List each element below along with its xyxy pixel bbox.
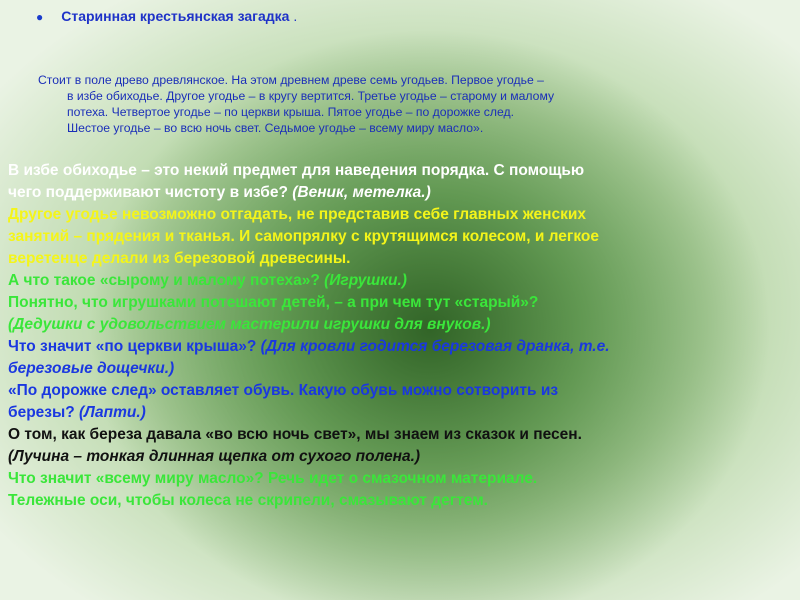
body-line: (Лучина – тонкая длинная щепка от сухого полена.) <box>8 448 421 465</box>
body-line: чего поддерживают чистоту в избе? (Веник, метелка.) <box>8 184 431 201</box>
body-line: березы? (Лапти.) <box>8 404 146 421</box>
riddle-line: Стоит в поле древо древлянское. На этом древнем древе семь угодьев. Первое угодье – <box>38 73 544 87</box>
riddle-line: в избе обиходье. Другое угодье – в кругу вертится. Третье угодье – старому и малому <box>67 89 555 103</box>
riddle-text <box>38 72 758 136</box>
body-line: «По дорожке след» оставляет обувь. Какую обувь можно сотворить из <box>8 382 559 399</box>
riddle-line: Шестое угодье – во всю ночь свет. Седьмое угодье – всему миру масло». <box>67 121 484 135</box>
body-line: О том, как береза давала «во всю ночь свет», мы знаем из сказок и песен. <box>8 426 582 443</box>
body-line: (Дедушки с удовольствием мастерили игрушки для внуков.) <box>8 316 491 333</box>
body-line: В избе обиходье – это некий предмет для наведения порядка. С помощью <box>8 162 585 179</box>
slide-heading: Старинная крестьянская загадка . <box>61 8 298 24</box>
body-line: Что значит «всему миру масло»? Речь идет о смазочном материале. <box>8 470 538 487</box>
body-line: Понятно, что игрушками потешают детей, – а при чем тут «старый»? <box>8 294 539 311</box>
body-line: А что такое «сырому и малому потеха»? (Игрушки.) <box>8 272 407 289</box>
explanation-text <box>8 160 798 512</box>
body-line: Тележные оси, чтобы колеса не скрипели, смазывают дегтем. <box>8 492 488 509</box>
riddle-line: потеха. Четвертое угодье – по церкви крыша. Пятое угодье – по дорожке след. <box>67 105 514 119</box>
body-line: веретенце делали из березовой древесины. <box>8 250 351 267</box>
body-line: занятий – прядения и тканья. И самопрялку с крутящимся колесом, и легкое <box>8 228 600 245</box>
bullet-icon: ● <box>36 10 44 24</box>
heading-row <box>36 8 297 24</box>
body-line: березовые дощечки.) <box>8 360 175 377</box>
body-line: Другое угодье невозможно отгадать, не представив себе главных женских <box>8 206 587 223</box>
body-line: Что значит «по церкви крыша»? (Для кровли годится березовая дранка, т.е. <box>8 338 610 355</box>
